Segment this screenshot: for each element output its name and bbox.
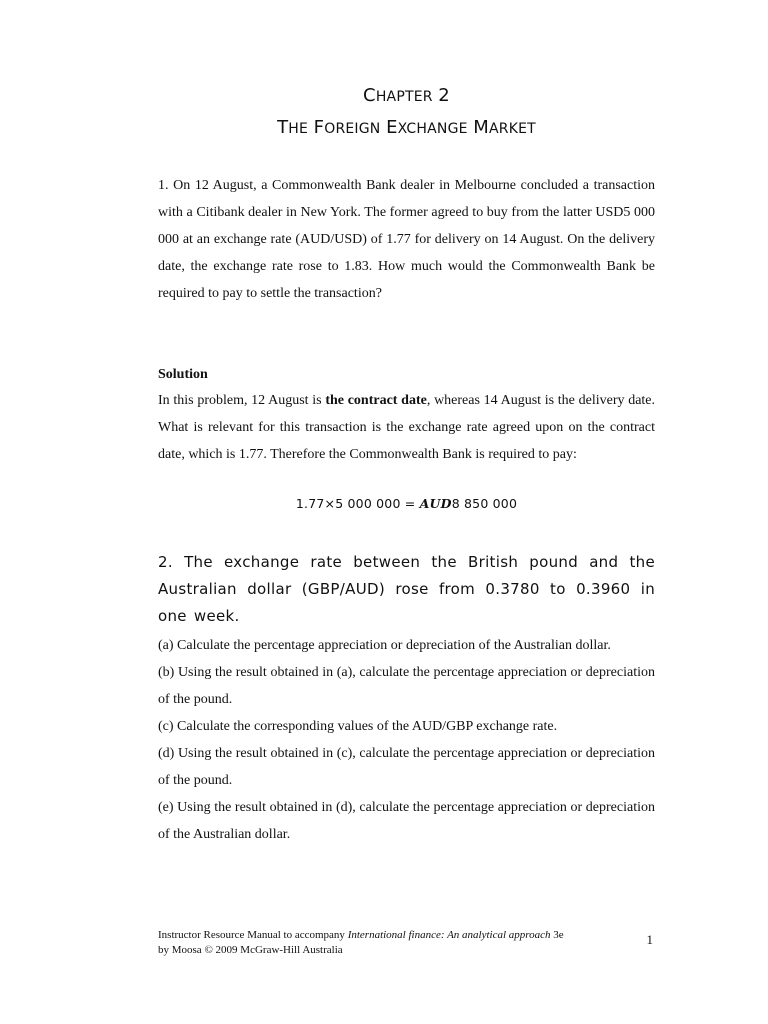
chapter-title — [158, 117, 655, 138]
footer-text — [158, 928, 628, 958]
sub-item-e: (e) Using the result obtained in (d), calculate the percentage appreciation or depreciation of the Australian dollar. — [158, 800, 655, 842]
title-word: FOREIGN — [313, 117, 381, 138]
solution-formula — [158, 492, 655, 516]
formula-left: 1.77×5 000 000 = — [295, 496, 420, 511]
sub-item-c: (c) Calculate the corresponding values of the AUD/GBP exchange rate. — [158, 719, 558, 734]
solution-text-part2: , whereas 14 August is the delivery date. What is relevant for this transaction is the exchange rate agreed upon on the contract date, which is 1.77. Therefore the Commonwealth Bank is required to pay: — [158, 393, 656, 462]
solution-text-emphasis: the contract date — [325, 393, 427, 408]
formula-unit: AUD — [419, 496, 452, 511]
title-word: MARKET — [473, 117, 536, 138]
question-2-sub-items — [158, 632, 655, 848]
solution-heading: Solution — [158, 367, 208, 382]
title-word: THE — [277, 117, 309, 138]
sub-item-a: (a) Calculate the percentage appreciation or depreciation of the Australian dollar. — [158, 638, 611, 653]
solution-text-part1: In this problem, 12 August is — [158, 393, 326, 408]
chapter-number: 2 — [438, 85, 450, 106]
sub-item-d: (d) Using the result obtained in (c), calculate the percentage appreciation or depreciation of the pound. — [158, 746, 655, 788]
solution-text — [158, 387, 655, 468]
formula-value: 8 850 000 — [451, 496, 518, 511]
footer-line-1: Instructor Resource Manual to accompany International finance: An analytical approach 3e — [158, 929, 564, 941]
chapter-label-rest: HAPTER — [375, 89, 433, 105]
page-footer — [158, 928, 655, 958]
sub-item-b: (b) Using the result obtained in (a), calculate the percentage appreciation or depreciation of the pound. — [158, 665, 655, 707]
question-2-text: 2. The exchange rate between the British pound and the Australian dollar (GBP/AUD) rose from 0.3780 to 0.3960 in one week. — [158, 553, 655, 625]
footer-line-2: by Moosa © 2009 McGraw-Hill Australia — [158, 944, 343, 956]
page-number: 1 — [646, 932, 653, 947]
question-1-text: 1. On 12 August, a Commonwealth Bank dealer in Melbourne concluded a transaction with a Citibank dealer in New York. The former agreed to buy from the latter USD5 000 000 at an exchange rate (AUD/USD) of 1.77 for delivery on 14 August. On the delivery date, the exchange rate rose to 1.83. How much would the Commonwealth Bank be required to pay to settle the transaction? — [158, 178, 655, 301]
footer-book-title: International finance: An analytical approach — [347, 929, 551, 941]
title-word: EXCHANGE — [386, 117, 468, 138]
chapter-label-initial: C — [363, 85, 376, 106]
document-page — [158, 0, 655, 1024]
chapter-number-heading — [158, 85, 655, 106]
